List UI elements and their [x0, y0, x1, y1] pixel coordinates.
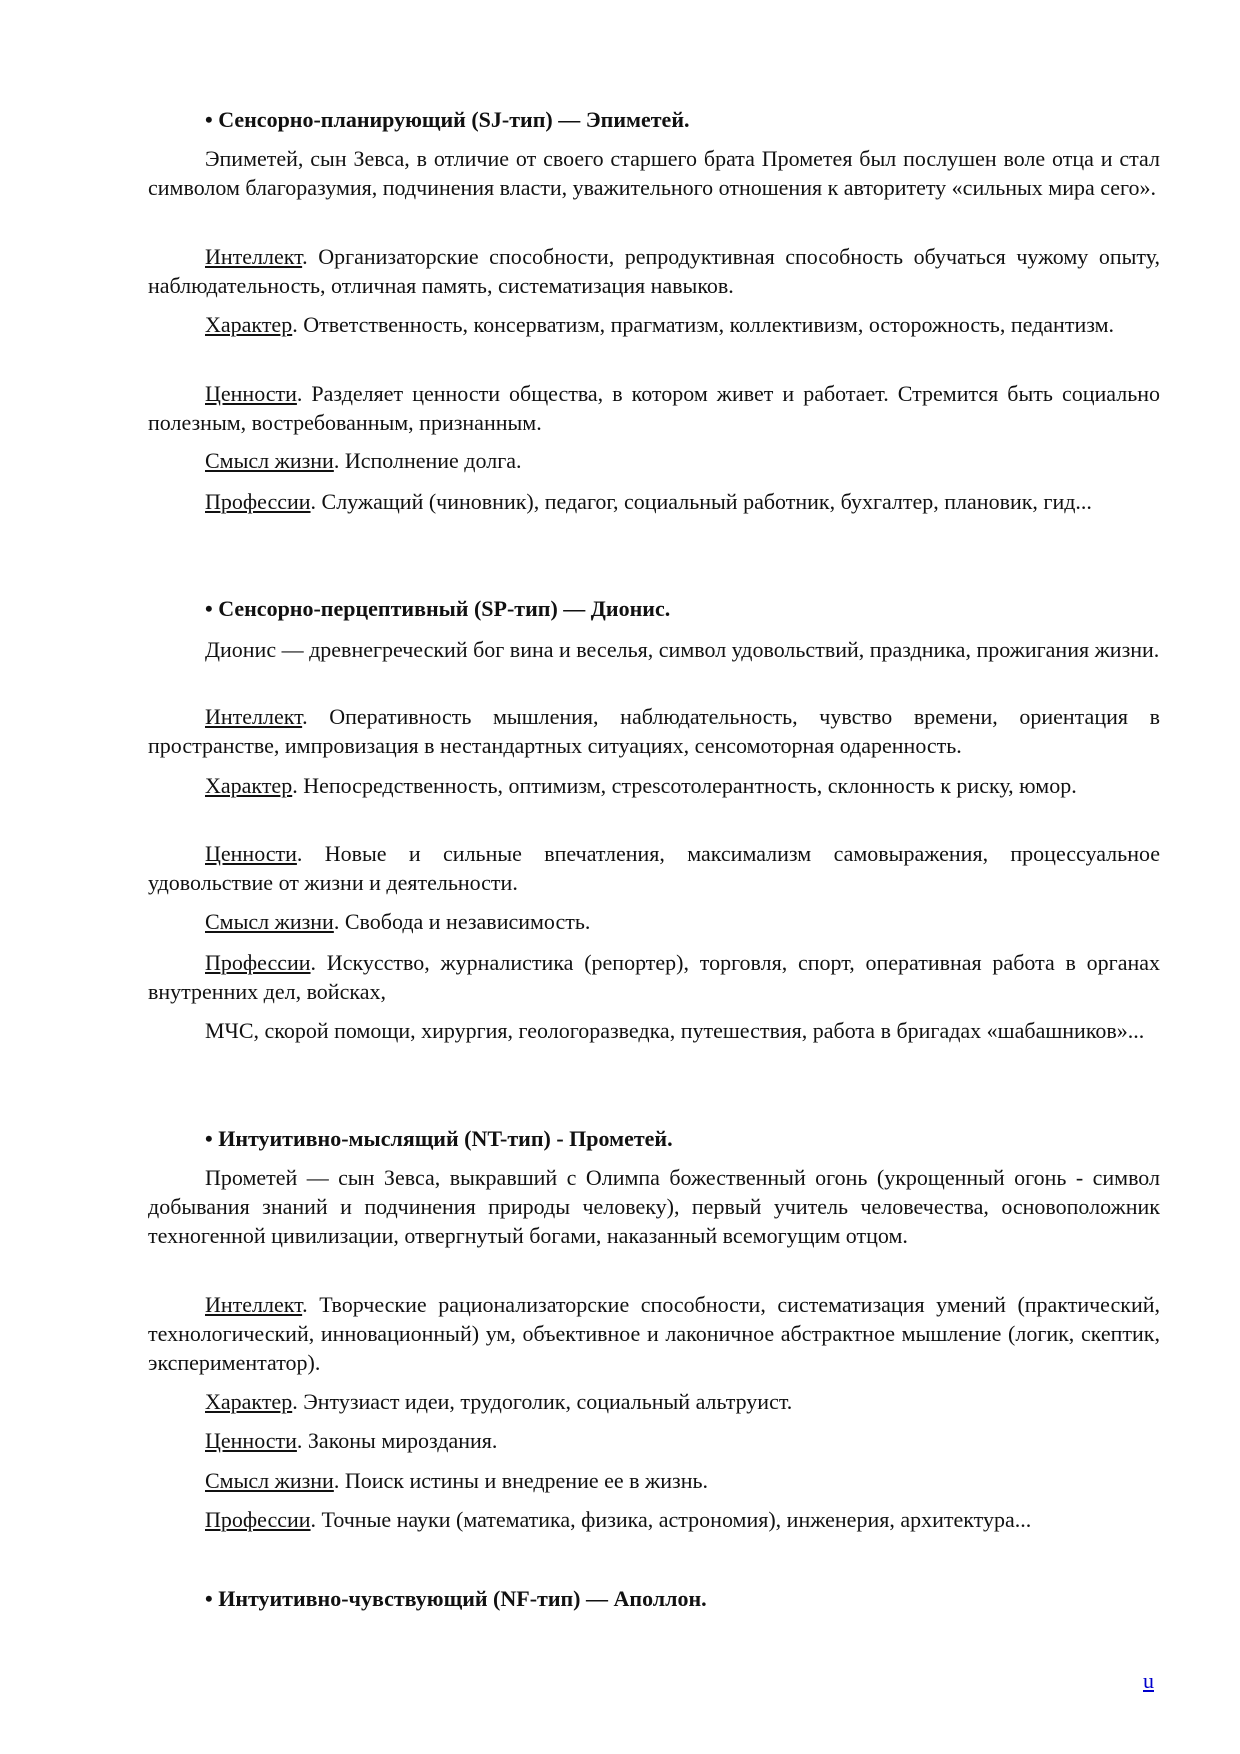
paragraph: [148, 702, 1160, 760]
section-heading: • Интуитивно-мыслящий (NT-тип) - Прометей.: [205, 1126, 673, 1151]
label: Профессии: [205, 1507, 311, 1532]
text: . Ответственность, консерватизм, прагматизм, коллективизм, осторожность, педантизм.: [292, 312, 1115, 337]
paragraph: [148, 907, 1160, 936]
text: . Энтузиаст идеи, трудоголик, социальный альтруист.: [292, 1389, 793, 1414]
text: . Законы мироздания.: [296, 1428, 498, 1453]
text: . Новые и сильные впечатления, максимализм самовыражения, процессуальное удовольствие от жизни и деятельности.: [148, 841, 1160, 895]
text: . Организаторские способности, репродуктивная способность обучаться чужому опыту, наблюдательность, отличная память, систематизация навыков.: [148, 244, 1160, 298]
paragraph: [148, 1290, 1160, 1377]
paragraph: [148, 1426, 1160, 1455]
paragraph: [148, 310, 1160, 339]
label: Смысл жизни: [205, 909, 334, 934]
paragraph: Эпиметей, сын Зевса, в отличие от своего старшего брата Прометея был послушен воле отца и стал символом благоразумия, подчинения власти, уважительного отношения к авторитету «сильных мира сего».: [148, 146, 1160, 200]
label: Профессии: [205, 489, 311, 514]
section-heading: • Сенсорно-планирующий (SJ-тип) — Эпиметей.: [205, 107, 690, 132]
paragraph: [148, 839, 1160, 897]
label: Ценности: [205, 1428, 297, 1453]
text: . Служащий (чиновник), педагог, социальный работник, бухгалтер, плановик, гид...: [310, 489, 1092, 514]
paragraph: [148, 1505, 1160, 1534]
label: Профессии: [205, 950, 311, 975]
label: Интеллект: [205, 1292, 303, 1317]
text: . Исполнение долга.: [333, 448, 522, 473]
text: . Оперативность мышления, наблюдательность, чувство времени, ориентация в пространстве, импровизация в нестандартных ситуациях, сенсомоторная одаренность.: [148, 704, 1160, 758]
label: Смысл жизни: [205, 448, 334, 473]
paragraph: [148, 242, 1160, 300]
label: Смысл жизни: [205, 1468, 334, 1493]
paragraph: МЧС, скорой помощи, хирургия, геологоразведка, путешествия, работа в бригадах «шабашников»...: [205, 1018, 1145, 1043]
text: . Свобода и независимость.: [333, 909, 591, 934]
paragraph: Дионис — древнегреческий бог вина и веселья, символ удовольствий, праздника, прожигания жизни.: [205, 637, 1160, 662]
paragraph: [148, 1387, 1160, 1416]
label: Характер: [205, 1389, 293, 1414]
text: . Точные науки (математика, физика, астрономия), инженерия, архитектура...: [310, 1507, 1032, 1532]
label: Ценности: [205, 841, 297, 866]
text: . Творческие рационализаторские способности, систематизация умений (практический, технологический, инновационный) ум, объективное и лаконичное абстрактное мышление (логик, скептик, экспериментатор).: [148, 1292, 1160, 1375]
section-heading: • Сенсорно-перцептивный (SP-тип) — Дионис.: [205, 596, 671, 621]
text: . Поиск истины и внедрение ее в жизнь.: [333, 1468, 709, 1493]
section-heading: • Интуитивно-чувствующий (NF-тип) — Аполлон.: [205, 1586, 707, 1611]
footer-link[interactable]: u: [1143, 1668, 1154, 1693]
text: . Искусство, журналистика (репортер), торговля, спорт, оперативная работа в органах внутренних дел, войсках,: [148, 950, 1160, 1004]
paragraph: [148, 446, 1160, 475]
label: Интеллект: [205, 704, 303, 729]
label: Характер: [205, 773, 293, 798]
paragraph: [148, 487, 1160, 516]
text: . Непосредственность, оптимизм, стрesсотолерантность, склонность к риску, юмор.: [292, 773, 1077, 798]
label: Характер: [205, 312, 293, 337]
paragraph: Прометей — сын Зевса, выкравший с Олимпа божественный огонь (укрощенный огонь - символ добывания знаний и подчинения природы человеку), первый учитель человечества, основоположник техногенной цивилизации, отвергнутый богами, наказанный всемогущим отцом.: [148, 1165, 1160, 1248]
paragraph: [148, 771, 1160, 800]
paragraph: [148, 948, 1160, 1006]
paragraph: [148, 379, 1160, 437]
paragraph: [148, 1466, 1160, 1495]
label: Ценности: [205, 381, 297, 406]
text: . Разделяет ценности общества, в котором живет и работает. Стремится быть социально полезным, востребованным, признанным.: [148, 381, 1160, 435]
label: Интеллект: [205, 244, 303, 269]
